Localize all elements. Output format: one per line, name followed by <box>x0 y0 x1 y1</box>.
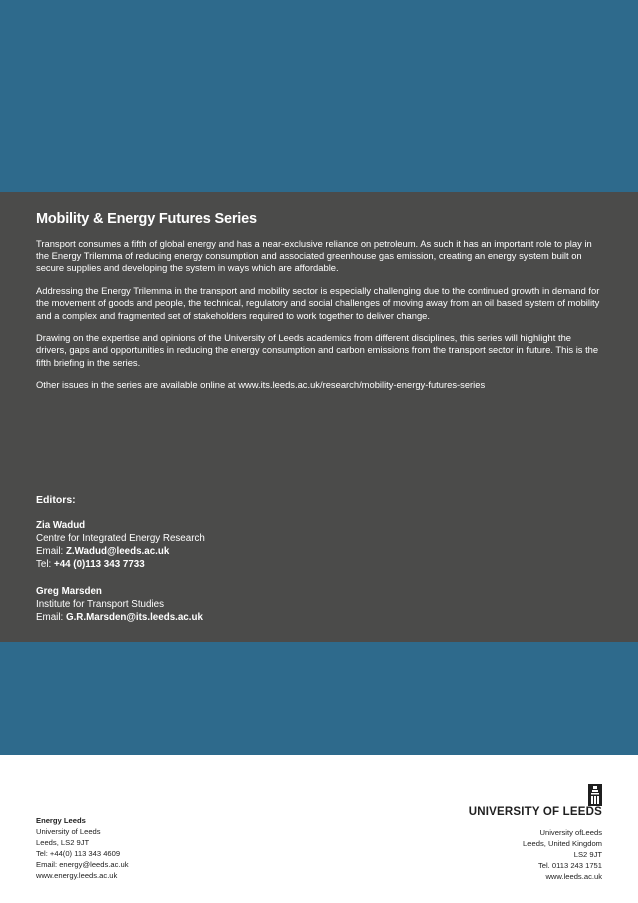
editor-email[interactable]: Z.Wadud@leeds.ac.uk <box>65 546 170 557</box>
energy-leeds-contact <box>36 815 129 881</box>
footer-email[interactable]: Email: energy@leeds.ac.uk <box>36 860 129 869</box>
series-description <box>36 238 604 402</box>
editor-email-line <box>36 611 436 624</box>
editor-name: Greg Marsden <box>36 586 102 597</box>
paragraph-1: Transport consumes a fifth of global energy and has a near-exclusive reliance on petroleum. As such it has an important role to play in the Energy Trilemma of reducing energy consumption and associated greenhouse gas emission, creating an energy system built on secure supplies and developing the system in ways which are affordable. <box>36 238 592 274</box>
parkinson-tower-icon <box>588 784 602 806</box>
editor-card <box>36 519 436 571</box>
paragraph-4-online-link: Other issues in the series are available online at www.its.leeds.ac.uk/research/mobility-energy-futures-series <box>36 379 486 391</box>
editor-tel-line <box>36 558 436 571</box>
editor-name: Zia Wadud <box>36 520 86 531</box>
footer-org-name: Energy Leeds <box>36 816 86 825</box>
email-label: Email: <box>36 612 66 623</box>
university-of-leeds-logo <box>442 784 602 820</box>
university-contact <box>523 827 602 882</box>
footer-line: University ofLeeds <box>539 828 602 837</box>
university-wordmark: UNIVERSITY OF LEEDS <box>468 806 602 818</box>
paragraph-3: Drawing on the expertise and opinions of the University of Leeds academics from different disciplines, this series will highlight the drivers, gaps and opportunities in reducing the energy consumption and carbon emissions from the transport sector in future. This is the fifth briefing in the series. <box>36 332 599 368</box>
editor-affiliation: Institute for Transport Studies <box>36 599 164 610</box>
footer-line: LS2 9JT <box>573 850 602 859</box>
footer-line: Leeds, United Kingdom <box>523 839 602 848</box>
series-title: Mobility & Energy Futures Series <box>36 211 257 227</box>
editor-email[interactable]: G.R.Marsden@its.leeds.ac.uk <box>65 612 203 623</box>
editor-affiliation: Centre for Integrated Energy Research <box>36 533 205 544</box>
top-color-band <box>0 0 638 192</box>
editor-tel: +44 (0)113 343 7733 <box>53 559 145 570</box>
bottom-color-band <box>0 642 638 755</box>
footer-line: Leeds, LS2 9JT <box>36 838 90 847</box>
footer-line: Tel: +44(0) 113 343 4609 <box>36 849 121 858</box>
editors-heading: Editors: <box>36 494 76 506</box>
footer-line: Tel. 0113 243 1751 <box>537 861 602 870</box>
series-info-panel <box>0 192 638 642</box>
email-label: Email: <box>36 546 66 557</box>
footer-website[interactable]: www.leeds.ac.uk <box>545 872 602 881</box>
footer-line: University of Leeds <box>36 827 101 836</box>
editor-card <box>36 585 436 624</box>
tel-label: Tel: <box>36 559 54 570</box>
footer-website[interactable]: www.energy.leeds.ac.uk <box>36 871 118 880</box>
paragraph-2: Addressing the Energy Trilemma in the transport and mobility sector is especially challenging due to the continued growth in demand for the movement of goods and people, the technical, regulatory and social challenges of moving away from an oil based system of mobility and a complex and fragmented set of stakeholders required to work together to deliver change. <box>36 285 600 321</box>
editor-email-line <box>36 545 436 558</box>
